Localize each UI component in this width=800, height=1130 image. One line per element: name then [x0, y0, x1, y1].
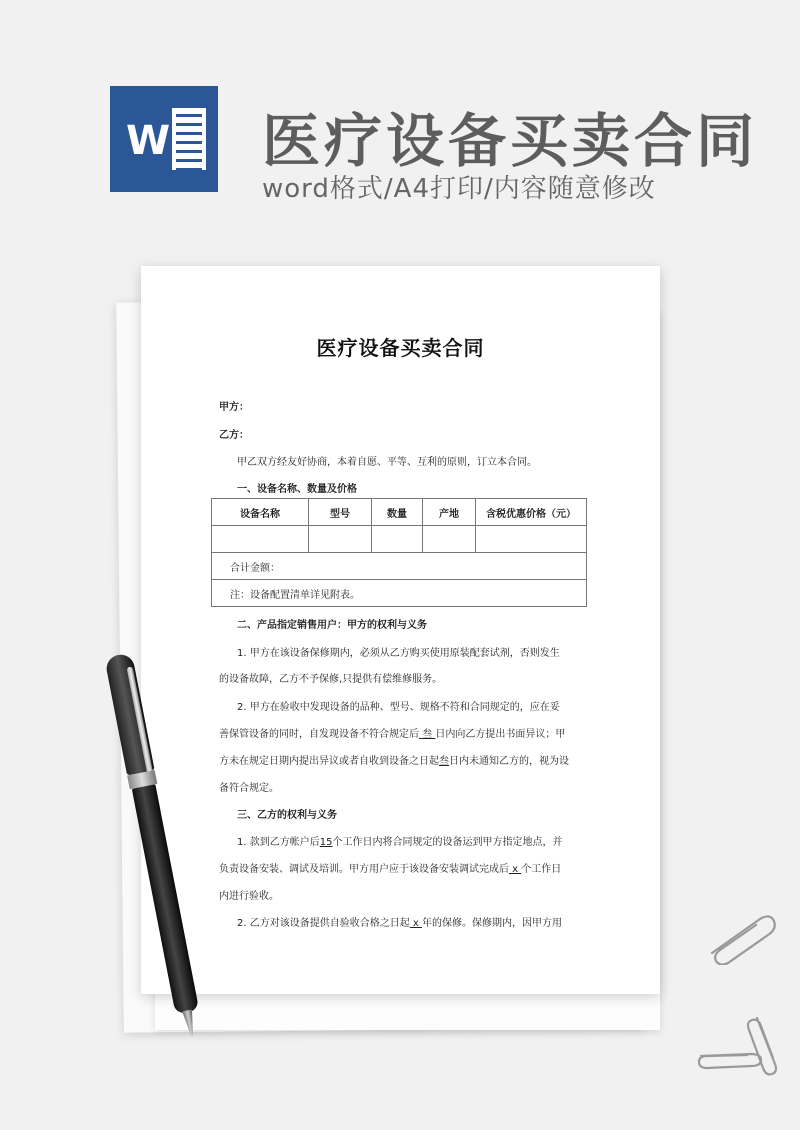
document-lines-icon: [172, 108, 206, 170]
text-span: 负责设备安装、调试及培训。甲方用户应于该设备安装调试完成后: [219, 864, 509, 875]
section-3-heading: 三、乙方的权利与义务: [237, 810, 337, 821]
paragraph-line: [219, 725, 565, 740]
table-row: [212, 526, 587, 553]
text-span: 个工作日: [521, 864, 562, 875]
table-cell: [423, 526, 476, 553]
table-header-cell: 产地: [423, 499, 476, 526]
text-span: 日内未通知乙方的，视为设: [449, 756, 569, 767]
word-logo-letter: W: [126, 118, 171, 164]
filled-blank: 叁: [439, 756, 449, 767]
paperclip-icon: [695, 1010, 795, 1080]
table-note-row: [212, 580, 587, 607]
word-app-icon: [110, 86, 218, 192]
table-note: 注：设备配置清单详见附表。: [212, 580, 587, 607]
banner-subtitle: word格式/A4打印/内容随意修改: [262, 174, 656, 204]
table-header-row: [212, 499, 587, 526]
total-amount-label: 合计金额：: [212, 553, 587, 580]
table-total-row: [212, 553, 587, 580]
filled-blank: 叁: [419, 729, 436, 740]
table-header-cell: 型号: [309, 499, 372, 526]
document-title: 医疗设备买卖合同: [316, 336, 485, 360]
text-span: 年的保修。保修期内，因甲方用: [422, 918, 563, 929]
paragraph-line: 2. 甲方在验收中发现设备的品种、型号、规格不符和合同规定的，应在妥: [237, 702, 560, 713]
paragraph-line: 的设备故障，乙方不予保修,只提供有偿维修服务。: [219, 674, 443, 685]
filled-blank: x: [409, 918, 423, 929]
section-2-heading: 二、产品指定销售用户：甲方的权利与义务: [237, 620, 427, 631]
paperclip-icon: [700, 905, 780, 965]
table-cell: [309, 526, 372, 553]
document-page: [141, 266, 660, 994]
text-span: 2. 乙方对该设备提供自验收合格之日起: [237, 918, 410, 929]
intro-paragraph: 甲乙双方经友好协商，本着自愿、平等、互利的原则，订立本合同。: [237, 457, 537, 468]
filled-blank: 15: [319, 837, 333, 848]
table-cell: [476, 526, 587, 553]
paragraph-line: [219, 752, 569, 767]
paragraph-line: [237, 833, 562, 848]
table-header-cell: 数量: [372, 499, 423, 526]
text-span: 日内向乙方提出书面异议；甲: [435, 729, 566, 740]
party-b-label: 乙方：: [219, 430, 249, 441]
text-span: 1. 款到乙方帐户后: [237, 837, 320, 848]
banner-title: 医疗设备买卖合同: [262, 107, 759, 175]
party-a-label: 甲方：: [219, 402, 249, 413]
pen-tip: [182, 1009, 197, 1036]
paragraph-line: [237, 914, 562, 929]
table-header-cell: 设备名称: [212, 499, 309, 526]
table-cell: [372, 526, 423, 553]
text-span: 善保管设备的同时，自发现设备不符合规定后: [219, 729, 419, 740]
table-cell: [212, 526, 309, 553]
filled-blank: x: [509, 864, 522, 875]
paragraph-line: 内进行验收。: [219, 891, 279, 902]
equipment-price-table: [211, 498, 587, 607]
paragraph-line: 1. 甲方在该设备保修期内，必须从乙方购买使用原装配套试剂，否则发生: [237, 648, 560, 659]
section-1-heading: 一、设备名称、数量及价格: [237, 484, 357, 495]
paragraph-line: 备符合规定。: [219, 783, 279, 794]
paragraph-line: [219, 860, 561, 875]
text-span: 方未在规定日期内提出异议或者自收到设备之日起: [219, 756, 439, 767]
table-header-cell: 含税优惠价格（元）: [476, 499, 587, 526]
text-span: 个工作日内将合同规定的设备运到甲方指定地点，并: [332, 837, 563, 848]
